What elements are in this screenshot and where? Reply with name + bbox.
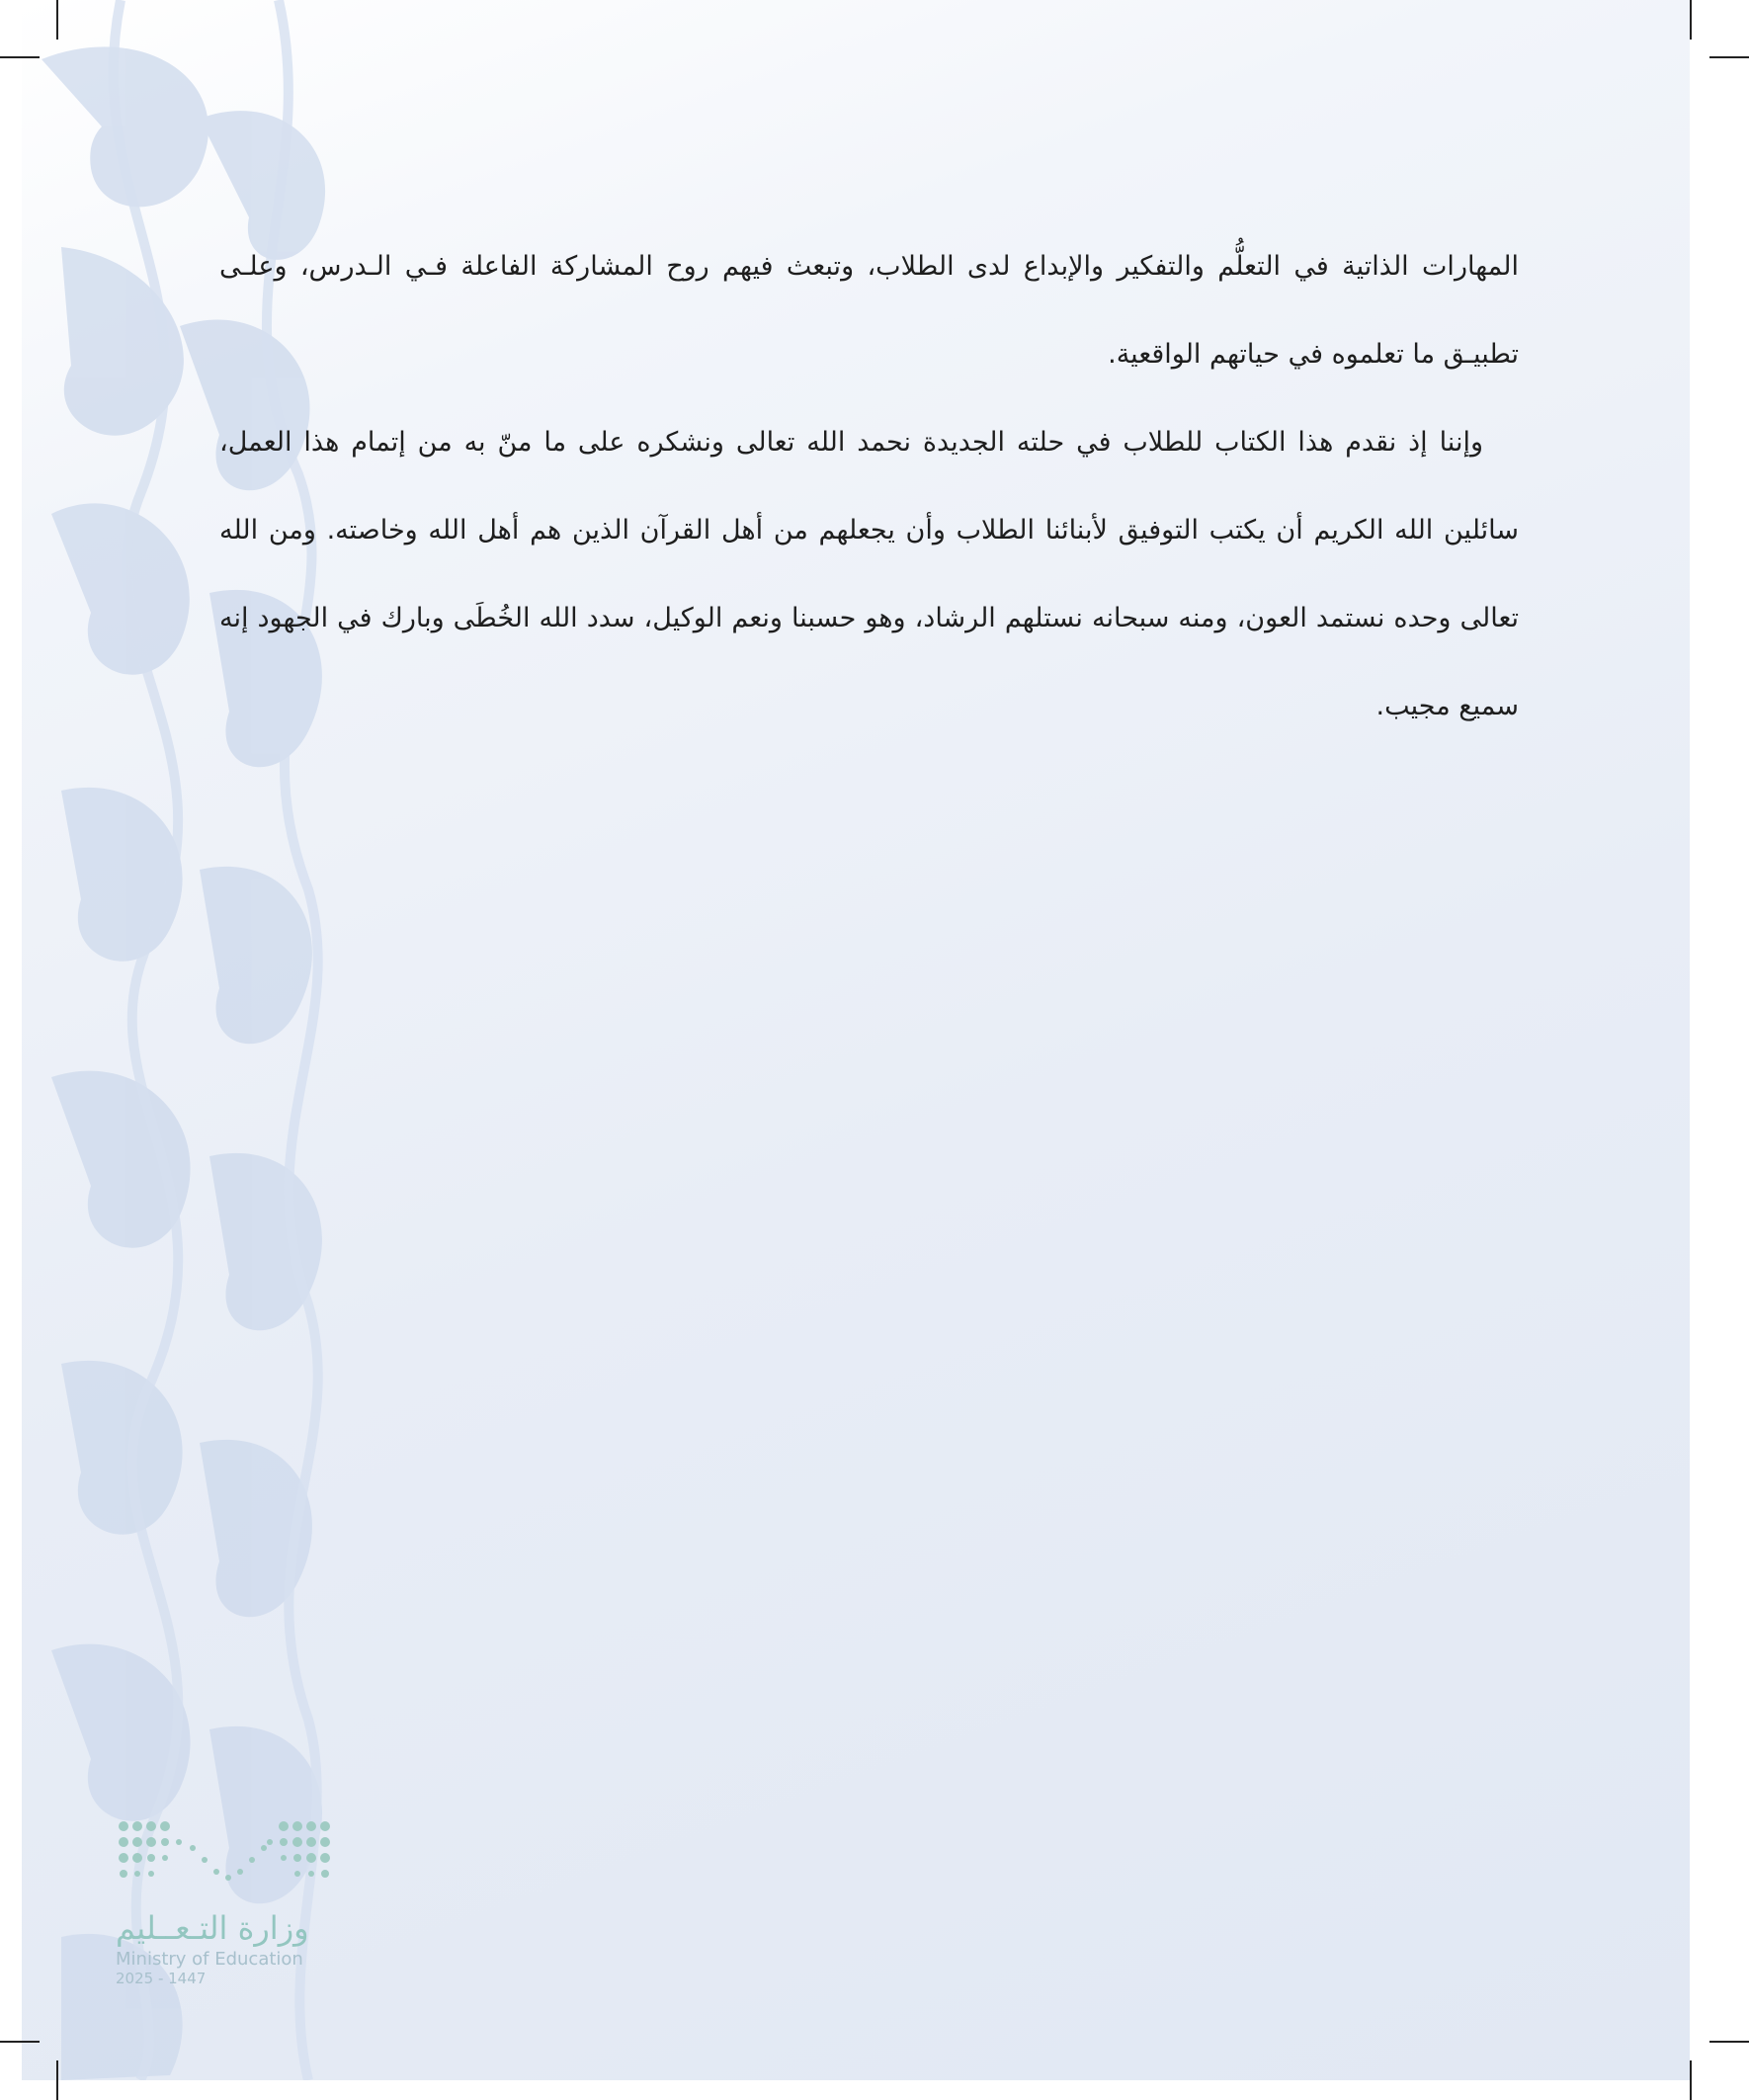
ministry-logo <box>116 1818 353 2016</box>
paragraph-1: المهارات الذاتية في التعلُّم والتفكير والإبداع لدى الطلاب، وتبعث فيهم روح المشاركة الفاعلة فـي الـدرس، وعلـى تطبيـق ما تعلموه في حياتهم الواقعية. <box>219 251 1519 370</box>
ministry-english-name: Ministry of Education <box>116 1949 303 1970</box>
crop-mark-bottom-left-h <box>0 2041 40 2043</box>
ministry-dots-emblem-icon <box>116 1818 333 1890</box>
crop-mark-top-left-h <box>0 56 40 58</box>
body-text <box>219 222 1519 750</box>
crop-mark-top-right-h <box>1709 56 1749 58</box>
crop-mark-bottom-right-v <box>1690 2060 1692 2100</box>
page-panel <box>22 0 1690 2080</box>
edition-year: 2025 - 1447 <box>116 1970 207 1987</box>
crop-mark-top-right-v <box>1690 0 1692 40</box>
crop-mark-bottom-left-v <box>56 2060 58 2100</box>
paragraph-2: وإننا إذ نقدم هذا الكتاب للطلاب في حلته الجديدة نحمد الله تعالى ونشكره على ما منّ به من إتمام هذا العمل، سائلين الله الكريم أن يكتب التوفيق لأبنائنا الطلاب وأن يجعلهم من أهل القرآن الذين هم أهل الله وخاصته. ومن الله تعالى وحده نستمد العون، ومنه سبحانه نستلهم الرشاد، وهو حسبنا ونعم الوكيل، سدد الله الخُطَى وبارك في الجهود إنه سميع مجيب. <box>219 427 1519 721</box>
ministry-arabic-name: وزارة التـعــليم <box>116 1909 309 1947</box>
crop-mark-top-left-v <box>56 0 58 40</box>
crop-mark-bottom-right-h <box>1709 2041 1749 2043</box>
